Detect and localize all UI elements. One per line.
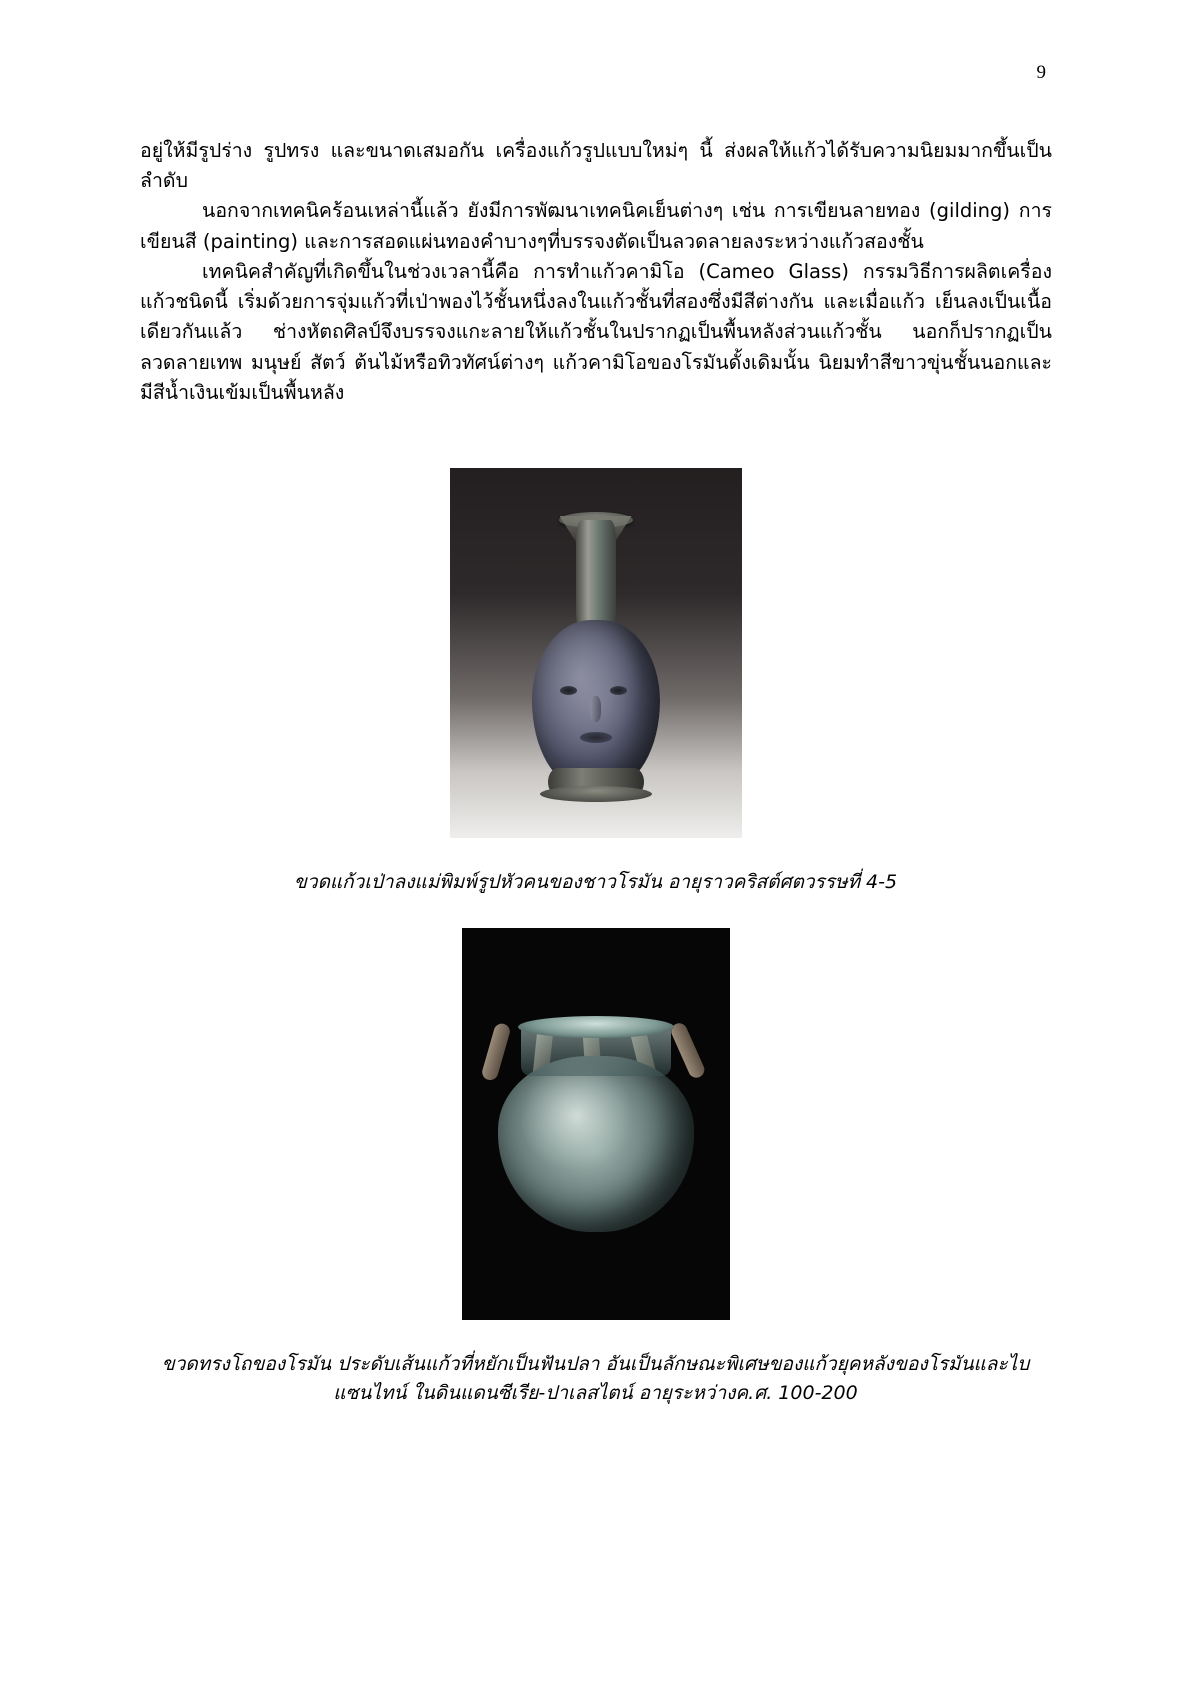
figure-2-caption-line-2: แซนไทน์ ในดินแดนซีเรีย-ปาเลสไตน์ อายุระหว่างค.ศ. 100-200: [333, 1381, 858, 1404]
figure-2-caption: [0, 1350, 1191, 1407]
vase-head-relief: [532, 620, 660, 788]
vase-face-eye-left: [560, 686, 577, 695]
figure-2-image: [462, 928, 730, 1320]
body-text: [140, 136, 1052, 408]
paragraph-1: อยู่ให้มีรูปร่าง รูปทรง และขนาดเสมอกัน เครื่องแก้วรูปแบบใหม่ๆ นี้ ส่งผลให้แก้วได้รับความนิยมมากขึ้นเป็นลำดับ: [140, 139, 1052, 193]
page-number: 9: [1036, 62, 1046, 83]
jar-handle-5: [668, 1021, 706, 1080]
jar-body: [498, 1056, 694, 1232]
figure-2: [0, 928, 1191, 1407]
paragraph-2: นอกจากเทคนิคร้อนเหล่านี้แล้ว ยังมีการพัฒนาเทคนิคเย็นต่างๆ เช่น การเขียนลายทอง (gilding) การเขียนสี (painting) และการสอดแผ่นทองคำบางๆที่บรรจงตัดเป็นลวดลายลงระหว่างแก้วสองชั้น: [140, 199, 1052, 253]
jar-rim: [518, 1016, 674, 1038]
paragraph-3: เทคนิคสำคัญที่เกิดขึ้นในช่วงเวลานี้คือ การทำแก้วคามิโอ (Cameo Glass) กรรมวิธีการผลิตเครื่องแก้วชนิดนี้ เริ่มด้วยการจุ่มแก้วที่เป่าพองไว้ชั้นหนึ่งลงในแก้วชั้นที่สองซึ่งมีสีต่างกัน และเมื่อแก้ว เย็นลงเป็นเนื้อเดียวกันแล้ว ช่างหัตถศิลป์จึงบรรจงแกะลายให้แก้วชั้นในปรากฏเป็นพื้นหลังส่วนแก้วชั้น นอกก็ปรากฏเป็นลวดลายเทพ มนุษย์ สัตว์ ต้นไม้หรือทิวทัศน์ต่างๆ แก้วคามิโอของโรมันดั้งเดิมนั้น นิยมทำสีขาวขุ่นชั้นนอกและมีสีน้ำเงินเข้มเป็นพื้นหลัง: [140, 259, 1052, 404]
vase-face-eye-right: [610, 686, 627, 695]
figure-1: [0, 468, 1191, 897]
vase-neck: [576, 520, 616, 632]
vase-face-nose: [590, 696, 601, 722]
figure-1-image: [450, 468, 742, 838]
jar-handle-1: [480, 1022, 511, 1082]
vase-face-mouth: [580, 732, 612, 743]
figure-1-caption: [0, 868, 1191, 897]
figure-2-caption-line-1: ขวดทรงโถของโรมัน ประดับเส้นแก้วที่หยักเป็นฟันปลา อันเป็นลักษณะพิเศษของแก้วยุคหลังของโรมันและไบ: [161, 1353, 1030, 1375]
figure-1-caption-line-1: ขวดแก้วเป่าลงแม่พิมพ์รูปหัวคนของชาวโรมัน อายุราวคริสต์ศตวรรษที่ 4-5: [293, 871, 898, 893]
vase-base: [540, 786, 652, 802]
